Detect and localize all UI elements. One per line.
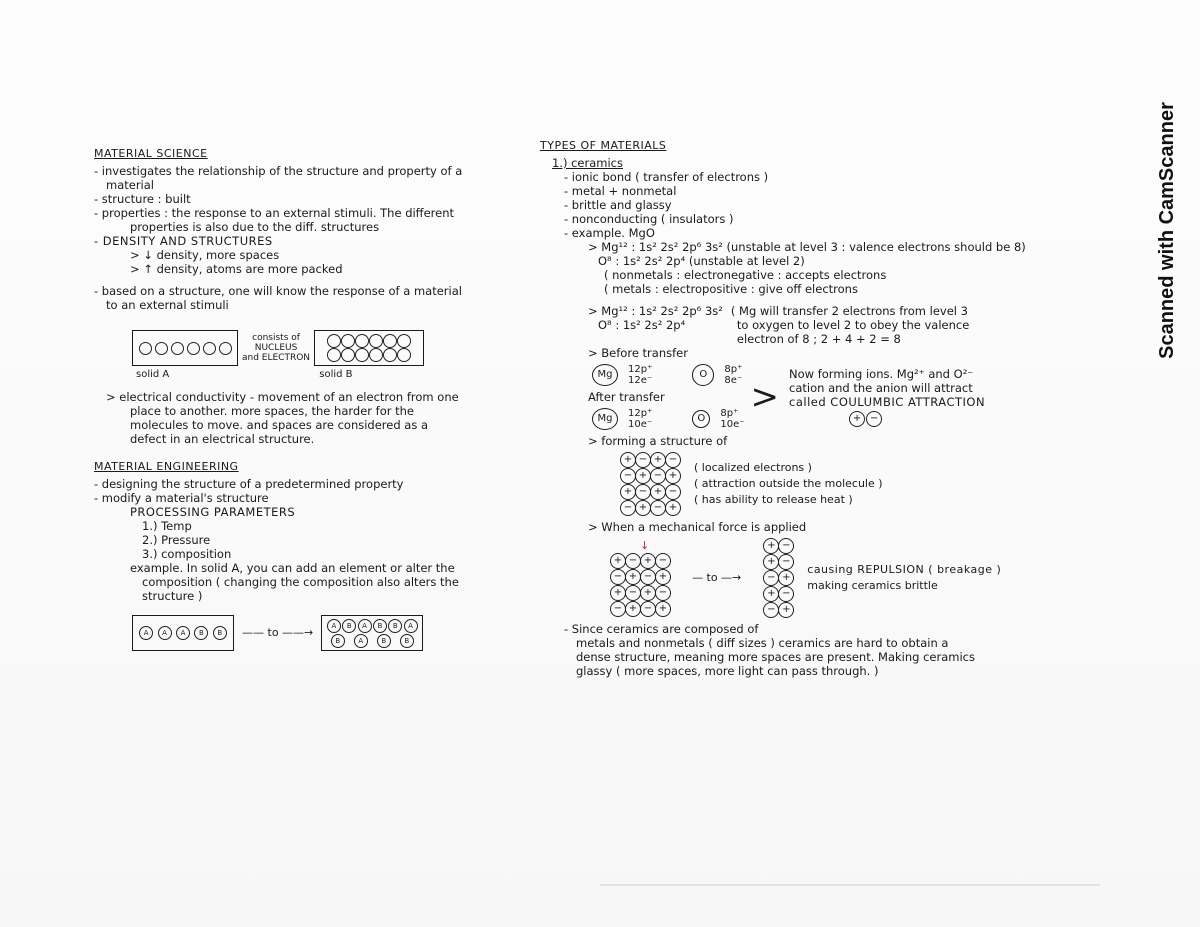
conductivity-line: defect in an electrical structure. (130, 432, 315, 446)
mg-atom-before: Mg (592, 364, 618, 386)
ion-lattice-broken: + − + − − + + − − + (763, 538, 793, 618)
me-line: 2.) Pressure (142, 533, 211, 547)
atom-circle (171, 342, 184, 355)
density-diagram (132, 330, 514, 366)
conductivity-line: place to another. more spaces, the harder for the (130, 404, 414, 418)
mg-atom-after: Mg (592, 408, 618, 430)
nm-line: ( nonmetals : electronegative : accepts electrons (604, 268, 887, 282)
material-engineering-heading: MATERIAL ENGINEERING (94, 460, 239, 473)
atom-circle (155, 342, 168, 355)
ceramic-line: - example. MgO (564, 226, 655, 240)
ms-line: - properties : the response to an external stimuli. The different (94, 206, 455, 220)
me-line: 3.) composition (142, 547, 232, 561)
ms-line: > ↓ density, more spaces (130, 248, 280, 262)
ms-line: - investigates the relationship of the structure and property of a (94, 164, 463, 178)
atom-composition-label: consists of NUCLEUS and ELECTRON (242, 333, 311, 363)
ms-line: - DENSITY AND STRUCTURES (94, 234, 273, 248)
solid-a-box (132, 330, 238, 366)
atoms-before (592, 364, 745, 386)
atom-circle (203, 342, 216, 355)
transfer-note: ( Mg will transfer 2 electrons from level 3 to oxygen to level 2 to obey the valence electron of 8 ; 2 + 4 + 2 = 8 (730, 304, 970, 346)
since-line: - Since ceramics are composed of (564, 622, 759, 636)
structure-notes: ( localized electrons ) ( attraction outside the molecule ) ( has ability to release heat ) (694, 461, 883, 506)
since-line: glassy ( more spaces, more light can pass through. ) (576, 664, 879, 678)
since-line: dense structure, meaning more spaces are present. Making ceramics (576, 650, 975, 664)
since-line: metals and nonmetals ( diff sizes ) ceramics are hard to obtain a (576, 636, 949, 650)
transfer-block (540, 304, 1100, 346)
conductivity-line: molecules to move. and spaces are considered as a (130, 418, 429, 432)
composition-arrow: —— to ——→ (242, 626, 314, 639)
me-line: - modify a material's structure (94, 491, 269, 505)
ms-line: - structure : built (94, 192, 191, 206)
me-line: PROCESSING PARAMETERS (130, 505, 296, 519)
ceramics-subheading: 1.) ceramics (552, 156, 623, 170)
mg-charges-before: 12p⁺ 12e⁻ (628, 364, 653, 386)
me-line: 1.) Temp (142, 519, 192, 533)
atom-circle (187, 342, 200, 355)
force-label: > When a mechanical force is applied (588, 520, 807, 534)
material-science-heading: MATERIAL SCIENCE (94, 147, 208, 160)
transfer-configs: > Mg¹² : 1s² 2s² 2p⁶ 3s² O⁸ : 1s² 2s² 2p⁴ (588, 304, 723, 332)
solid-a-label: solid A (136, 369, 170, 380)
camscanner-watermark: Scanned with CamScanner (1155, 101, 1178, 359)
ms-line: properties is also due to the diff. structures (130, 220, 380, 234)
left-column (94, 147, 514, 653)
mg-charges-after: 12p⁺ 10e⁻ (628, 408, 653, 430)
me-line: composition ( changing the composition also alters the (142, 575, 459, 589)
scan-artifact (600, 884, 1100, 886)
ms-line: - based on a structure, one will know the response of a material (94, 284, 462, 298)
config-line: > Mg¹² : 1s² 2s² 2p⁶ 3s² (unstable at level 3 : valence electrons should be 8) (588, 240, 1026, 254)
o-atom-before: O (692, 364, 714, 386)
force-arrow-mark: ↓ (640, 539, 650, 552)
conductivity-line: > electrical conductivity - movement of an electron from one (106, 390, 459, 404)
types-of-materials-heading: TYPES OF MATERIALS (540, 139, 667, 152)
o-charges-before: 8p⁺ 8e⁻ (724, 364, 743, 386)
atoms-after (592, 408, 745, 430)
ceramic-line: - brittle and glassy (564, 198, 672, 212)
atom-circle (219, 342, 232, 355)
transfer-diagram (540, 360, 1100, 434)
ms-line: > ↑ density, atoms are more packed (130, 262, 343, 276)
before-composition-box: A A A B B (132, 615, 234, 651)
ms-line: to an external stimuli (106, 298, 229, 312)
force-note: causing REPULSION ( breakage ) making ceramics brittle (807, 563, 1002, 592)
positive-ion: + (849, 411, 865, 427)
solid-b-box (314, 330, 424, 366)
me-line: - designing the structure of a predetermined property (94, 477, 404, 491)
ceramic-line: - nonconducting ( insulators ) (564, 212, 734, 226)
ion-note: Now forming ions. Mg²⁺ and O²⁻ cation and the anion will attract called COULUMBIC ATTRACTION + − (789, 367, 985, 427)
me-line: structure ) (142, 589, 203, 603)
before-transfer-label: > Before transfer (588, 346, 688, 360)
brace: > (750, 377, 780, 417)
negative-ion: − (866, 411, 882, 427)
force-arrow: — to —→ (692, 571, 742, 584)
o-charges-after: 8p⁺ 10e⁻ (720, 408, 745, 430)
force-diagram (610, 538, 1100, 618)
structure-label: > forming a structure of (588, 434, 728, 448)
solid-b-label: solid B (319, 369, 353, 380)
o-atom-after: O (692, 410, 710, 428)
ionic-structure (620, 452, 1100, 516)
ion-lattice: + − + − − + − + + − + − − + − + (620, 452, 680, 516)
ms-line: material (106, 178, 154, 192)
after-transfer-label: After transfer (588, 390, 665, 404)
after-composition-box: A B A B B A B A B B (321, 615, 423, 651)
me-line: example. In solid A, you can add an element or alter the (130, 561, 455, 575)
composition-diagram (132, 615, 514, 651)
nm-line: ( metals : electropositive : give off electrons (604, 282, 858, 296)
atom-circle (139, 342, 152, 355)
config-line: O⁸ : 1s² 2s² 2p⁴ (unstable at level 2) (598, 254, 805, 268)
ion-lattice-force: + − + − − + − + + − + − − + − + (610, 553, 670, 617)
ceramic-line: - ionic bond ( transfer of electrons ) (564, 170, 769, 184)
solid-labels (136, 368, 514, 382)
packed-atoms (327, 334, 411, 362)
ceramic-line: - metal + nonmetal (564, 184, 677, 198)
right-column (540, 139, 1100, 678)
